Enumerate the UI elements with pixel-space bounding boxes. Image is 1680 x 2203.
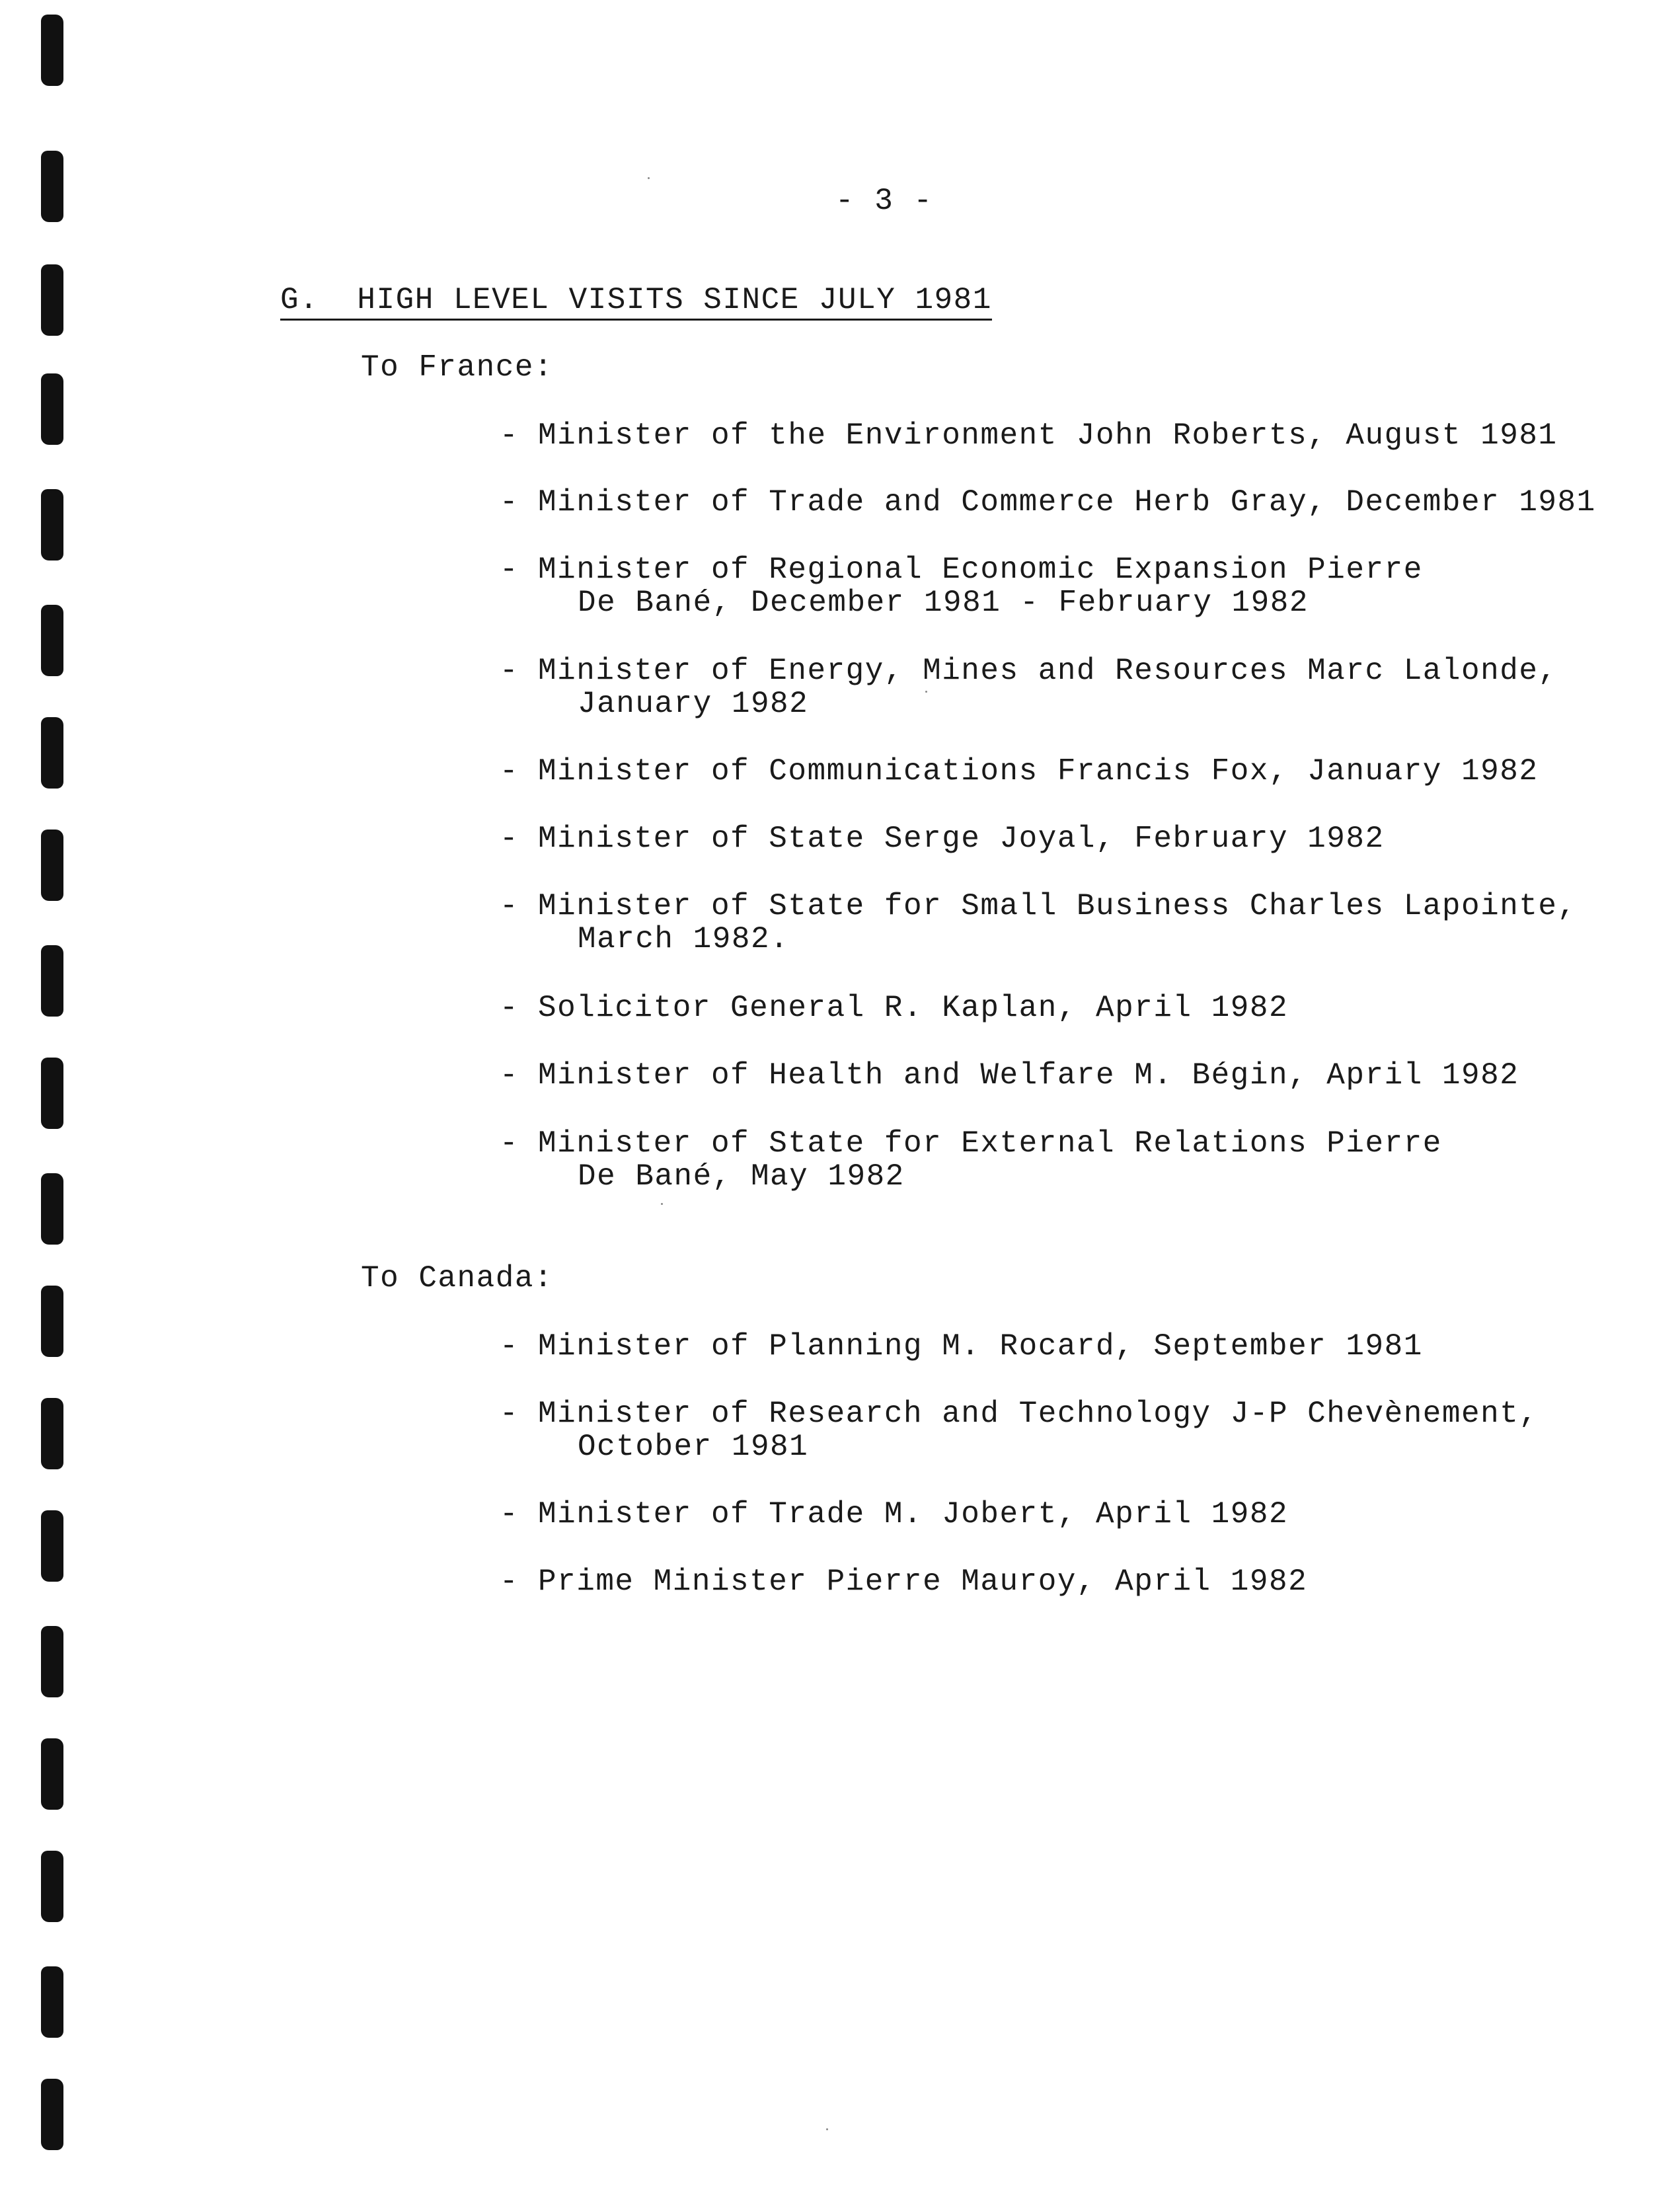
punch-hole (41, 1851, 63, 1922)
entry-continuation: January 1982 (578, 687, 809, 721)
punch-hole (41, 264, 63, 336)
entry-line: Minister of Communications Francis Fox, January 1982 (538, 754, 1539, 789)
punch-hole (41, 1058, 63, 1129)
entry-line: Minister of State for External Relations Pierre (538, 1126, 1442, 1161)
bullet-dash: - (500, 1565, 519, 1599)
bullet-dash: - (500, 1497, 519, 1531)
entry-line: Minister of Regional Economic Expansion Pierre (538, 553, 1423, 587)
punch-hole (41, 1510, 63, 1582)
list-item (500, 1498, 1288, 1531)
punch-hole (41, 15, 63, 86)
entry-line: Minister of Energy, Mines and Resources Marc Lalonde, (538, 654, 1558, 688)
scan-speck (826, 2128, 828, 2130)
punch-hole (41, 1286, 63, 1357)
list-item (500, 991, 1288, 1024)
bullet-dash: - (500, 991, 519, 1025)
bullet-dash: - (500, 1126, 519, 1161)
list-item (500, 419, 1558, 452)
bullet-dash: - (500, 418, 519, 453)
bullet-dash: - (500, 822, 519, 856)
bullet-dash: - (500, 1397, 519, 1431)
page-number: - 3 - (835, 184, 934, 218)
bullet-dash: - (500, 754, 519, 789)
punch-hole (41, 945, 63, 1017)
entry-line: Minister of Health and Welfare M. Bégin, April 1982 (538, 1058, 1519, 1093)
bullet-dash: - (500, 889, 519, 923)
bullet-dash: - (500, 1329, 519, 1364)
list-item (500, 654, 1558, 720)
section-heading: G. HIGH LEVEL VISITS SINCE JULY 1981 (280, 283, 992, 321)
list-item (500, 1059, 1519, 1092)
entry-line: Minister of State Serge Joyal, February 1982 (538, 822, 1385, 856)
bullet-dash: - (500, 654, 519, 688)
list-item (500, 553, 1423, 619)
entry-line: Minister of Planning M. Rocard, September 1981 (538, 1329, 1423, 1364)
entry-line: Minister of Trade M. Jobert, April 1982 (538, 1497, 1289, 1531)
list-item (500, 1330, 1423, 1363)
to-france-heading: To France: (361, 350, 554, 385)
entry-line: Minister of State for Small Business Charles Lapointe, (538, 889, 1577, 923)
entry-continuation: De Bané, May 1982 (578, 1159, 905, 1194)
bullet-dash: - (500, 485, 519, 520)
punch-hole (41, 489, 63, 560)
bullet-dash: - (500, 553, 519, 587)
list-item (500, 486, 1596, 519)
punch-hole (41, 717, 63, 789)
punch-hole (41, 1626, 63, 1697)
scan-speck (648, 177, 650, 179)
entry-continuation: De Bané, December 1981 - February 1982 (578, 586, 1309, 620)
bullet-dash: - (500, 1058, 519, 1093)
list-item (500, 890, 1577, 956)
punch-hole (41, 1173, 63, 1245)
punch-hole (41, 1398, 63, 1469)
punch-hole (41, 2079, 63, 2150)
entry-continuation: March 1982. (578, 922, 790, 956)
list-item (500, 1565, 1307, 1598)
entry-line: Solicitor General R. Kaplan, April 1982 (538, 991, 1289, 1025)
punch-hole (41, 1966, 63, 2038)
scan-speck (661, 1203, 663, 1205)
punch-hole (41, 373, 63, 445)
list-item (500, 1397, 1538, 1463)
entry-line: Minister of Trade and Commerce Herb Gray, December 1981 (538, 485, 1596, 520)
punch-hole (41, 151, 63, 222)
entry-continuation: October 1981 (578, 1430, 809, 1464)
list-item (500, 822, 1385, 855)
list-item (500, 755, 1538, 788)
to-canada-heading: To Canada: (361, 1261, 554, 1295)
punch-hole (41, 830, 63, 901)
entry-line: Prime Minister Pierre Mauroy, April 1982 (538, 1565, 1308, 1599)
punch-hole (41, 1738, 63, 1810)
punch-hole (41, 605, 63, 676)
entry-line: Minister of the Environment John Roberts, August 1981 (538, 418, 1558, 453)
entry-line: Minister of Research and Technology J-P Chevènement, (538, 1397, 1539, 1431)
list-item (500, 1127, 1442, 1193)
